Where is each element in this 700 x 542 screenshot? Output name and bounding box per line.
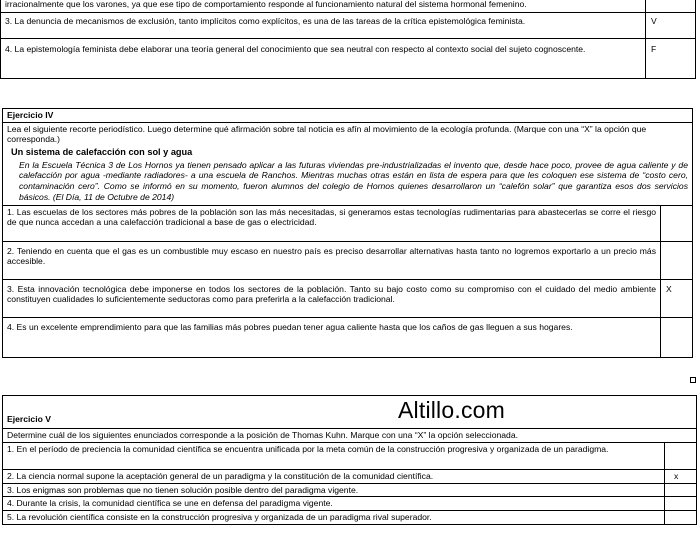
- option-text: 5. La revolución científica consiste en la construcción progresiva y organizada de un paradigma rival superador.: [3, 511, 665, 525]
- option-text: irracionalmente que los varones, ya que ese tipo de comportamiento responde al funcionamiento natural del sistema hormonal femenino.: [1, 0, 646, 12]
- option-mark[interactable]: [661, 205, 693, 241]
- option-mark[interactable]: [661, 241, 693, 279]
- table-row: [3, 511, 697, 525]
- table-row: [1, 0, 696, 12]
- table-row: [1, 38, 696, 78]
- exercise-instruction: Determine cuál de los siguientes enunciados corresponde a la posición de Thomas Kuhn. Marque con una “X” la opción seleccionada.: [3, 429, 697, 443]
- watermark-logo: Altillo.com: [398, 397, 506, 423]
- option-text: 3. Esta innovación tecnológica debe imponerse en todos los sectores de la población. Tanto su bajo costo como su compromiso con el cuidado del medio ambiente constituyen cualidades lo suficientemente seductoras como para preferirla a la calefacción tradicional.: [3, 279, 661, 317]
- option-text: 4. Durante la crisis, la comunidad científica se une en defensa del paradigma vigente.: [3, 497, 665, 511]
- option-mark[interactable]: [665, 497, 697, 511]
- table-row: [3, 279, 693, 317]
- table-row: [3, 483, 697, 497]
- exercise-5-table: [2, 395, 697, 525]
- option-mark[interactable]: X: [661, 279, 693, 317]
- option-text: 2. Teniendo en cuenta que el gas es un combustible muy escaso en nuestro país es preciso desarrollar alternativas hasta tanto no logremos exportarlo a un precio más accesible.: [3, 241, 661, 279]
- option-text: 1. En el período de preciencia la comunidad científica se encuentra unificada por la meta común de la construcción progresiva y organizada de un paradigma.: [3, 442, 665, 469]
- previous-exercise-table: [0, 0, 696, 79]
- table-row: [3, 205, 693, 241]
- table-row: [3, 317, 693, 357]
- table-resize-handle[interactable]: [690, 377, 696, 383]
- table-row: [1, 12, 696, 38]
- exercise-title: Ejercicio IV: [3, 109, 693, 123]
- article-text: En la Escuela Técnica 3 de Los Hornos ya tienen pensado aplicar a las futuras viviendas pre-industrializadas el invento que, desde hace poco, provee de agua caliente y de calefacción por agua -mediante radiadores- a una escuela de Ranchos. Mientras muchas otras están en lista de espera para que les coloquen ese sistema de “costo cero, contaminación cero”. Como se informó en su momento, fueron alumnos del colegio de Hornos quienes desarrollaron un “calefón solar” que garantiza esos dos servicios básicos. (El Día, 11 de Octubre de 2014): [19, 159, 688, 202]
- option-text: 2. La ciencia normal supone la aceptación general de un paradigma y la constitución de la comunidad científica.: [3, 469, 665, 483]
- table-row: [3, 469, 697, 483]
- article-title: Un sistema de calefacción con sol y agua: [11, 147, 193, 158]
- exercise-4-table: [2, 108, 693, 358]
- option-mark[interactable]: x: [665, 469, 697, 483]
- option-mark[interactable]: [665, 483, 697, 497]
- option-text: 4. La epistemología feminista debe elaborar una teoría general del conocimiento que sea neutral con respecto al contexto social del sujeto cognoscente.: [1, 38, 646, 78]
- table-row: [3, 442, 697, 469]
- exercise-instruction: [3, 122, 693, 205]
- table-row: [3, 497, 697, 511]
- table-row: [3, 241, 693, 279]
- option-mark[interactable]: [665, 511, 697, 525]
- option-mark[interactable]: V: [646, 12, 696, 38]
- option-mark[interactable]: [665, 442, 697, 469]
- option-text: 3. La denuncia de mecanismos de exclusión, tanto implícitos como explícitos, es una de las tareas de la crítica epistemológica feminista.: [1, 12, 646, 38]
- option-mark[interactable]: F: [646, 38, 696, 78]
- option-text: 4. Es un excelente emprendimiento para que las familias más pobres puedan tener agua caliente hasta que los caños de gas lleguen a sus hogares.: [3, 317, 661, 357]
- option-text: 1. Las escuelas de los sectores más pobres de la población son las más necesitadas, si generamos estas tecnologías rudimentarias para abastecerlas se corre el riesgo de que nunca accedan a una calefacción tradicional a base de gas o electricidad.: [3, 205, 661, 241]
- option-mark[interactable]: [646, 0, 696, 12]
- exercise-title: Ejercicio V: [3, 396, 697, 429]
- instruction-text: Lea el siguiente recorte periodístico. Luego determine qué afirmación sobre tal noticia es afín al movimiento de la ecología profunda. (Marque con una “X” la opción que corresponda.): [7, 123, 647, 145]
- option-mark[interactable]: [661, 317, 693, 357]
- option-text: 3. Los enigmas son problemas que no tienen solución posible dentro del paradigma vigente.: [3, 483, 665, 497]
